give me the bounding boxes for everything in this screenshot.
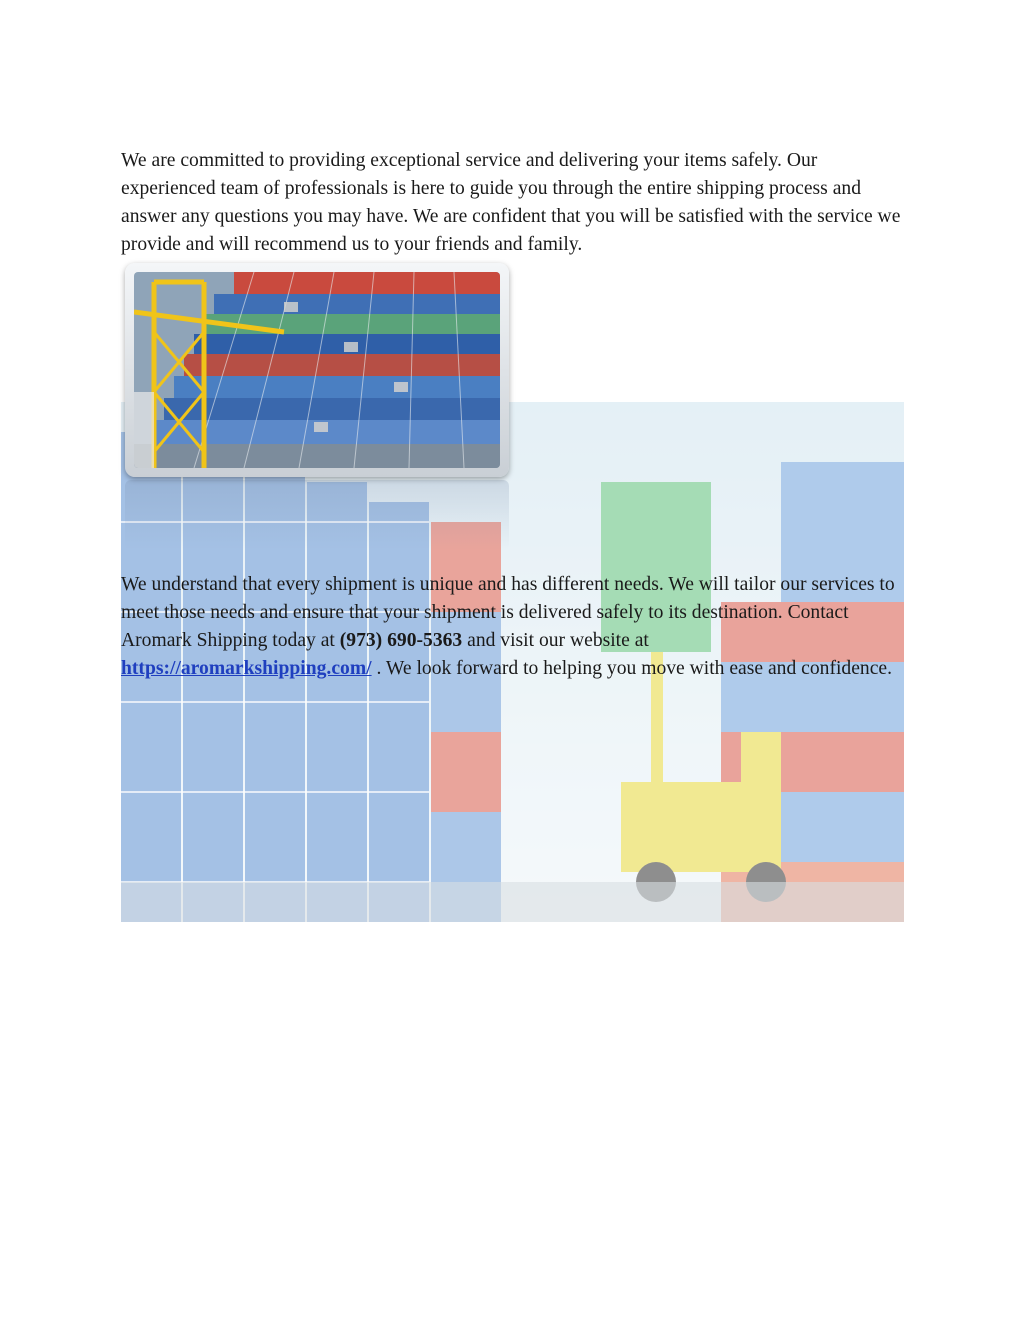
contact-paragraph (121, 571, 901, 683)
website-link[interactable]: https://aromarkshipping.com/ (121, 658, 372, 679)
photo-reflection (125, 480, 509, 550)
contact-text-middle: and visit our website at (462, 630, 649, 651)
contact-text-before: We understand that every shipment is unique and has different needs. We will tailor our services to meet those needs and ensure that your shipment is delivered safely to its destination. Contact Aromark Shipping today at (121, 574, 895, 651)
intro-paragraph: We are committed to providing exceptional service and delivering your items safely. Our experienced team of professionals is here to guide you through the entire shipping process and answer any questions you may have. We are confident that you will be satisfied with the service we provide and will recommend us to your friends and family. (121, 150, 901, 255)
phone-number: (973) 690-5363 (339, 630, 463, 651)
container-terminal-photo (125, 263, 509, 477)
contact-text-after: . We look forward to helping you move with ease and confidence. (371, 658, 893, 679)
